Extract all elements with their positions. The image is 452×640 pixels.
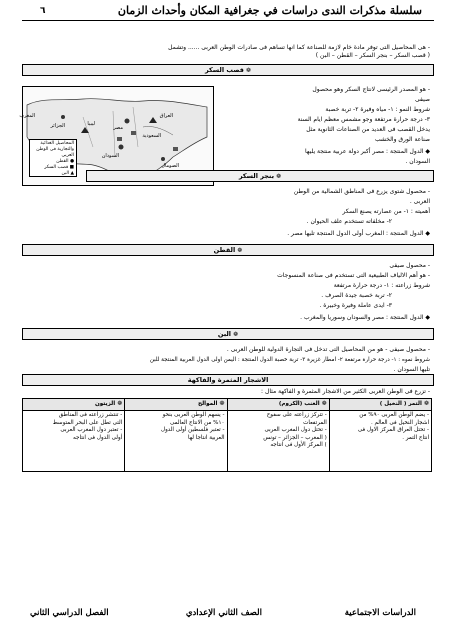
sugarbeet-line: العربى . — [409, 198, 430, 205]
sugarcane-line: صيفى — [415, 96, 430, 103]
header-rule — [22, 20, 434, 21]
sugarcane-line: ◆ الدول المنتجة : مصر أكبر دولة عربية منتجة يليها — [305, 148, 430, 155]
flower-icon: ❁ — [235, 247, 243, 254]
sugarbeet-line: ٢- مخلفاته تستخدم علف الحيوان . — [306, 218, 392, 225]
section-sugarbeet-heading: ❁ بنجر السكر — [86, 170, 434, 182]
page-number: ٦ — [40, 6, 46, 16]
map-label: المغرب — [19, 113, 35, 119]
legend-item: ■ قصب السكر — [44, 165, 74, 170]
table-row — [23, 411, 432, 472]
header-title: سلسلة مذكرات الندى دراسات في جغرافية المكان وأحداث الزمان — [117, 4, 422, 17]
section-fruits-heading: الاشجار المثمرة والفاكهة — [22, 374, 434, 386]
cotton-line: شروط زراعته : ١- درجة حرارة مرتفعة — [333, 282, 430, 289]
sugarcane-line: - هو المصدر الرئيسى لانتاج السكر وهو محصول — [312, 86, 430, 93]
table-header-cell: ❁ الزيتون — [23, 399, 125, 411]
sugarcane-line: شروط النمو : ١- مياه وفيرة ٢- تربة خصبة — [325, 106, 430, 113]
map-label: السعودية — [142, 133, 161, 139]
map-label: الجزائر — [50, 123, 65, 129]
section-cotton-heading: ❁ القطن — [22, 244, 434, 256]
map-label: العراق — [159, 113, 173, 119]
sugarcane-line: يدخل القصب فى العديد من الصناعات الثانوية مثل — [306, 126, 430, 133]
intro-line-1: - هى المحاصيل التى توفر مادة خام لازمة للصناعة كما انها تساهم فى صادرات الوطن العربى ...... وتشمل — [168, 44, 430, 51]
legend-item: ▲ البن — [61, 171, 74, 176]
fruits-table — [22, 398, 432, 472]
table-cell: - تنتشر زراعته فى المناطق التى تطل على البحر المتوسط - تعتبر دول المغرب العربى أولى الدول فى انتاجه — [23, 411, 125, 472]
table-header-cell: ❁ التمر ( النخيل ) — [329, 399, 431, 411]
sugarbeet-line: ◆ الدول المنتجة : المغرب أولى الدول المنتجة تليها مصر . — [287, 230, 430, 237]
flower-icon: ❁ — [231, 331, 239, 338]
coffee-line: - محصول صيفى - هو من المحاصيل التى تدخل فى التجارة الدولية للوطن العربى . — [226, 346, 430, 353]
map-label: مصر — [113, 125, 123, 131]
table-cell: - يضم الوطن العربى ٩٠% من اشجار النخيل فى العالم . - تحتل العراق المركز الاول فى انتاج التمر . — [329, 411, 431, 472]
footer-term: الفصل الدراسي الثاني — [30, 608, 109, 618]
map-legend-title: المحاصيل الغذائية والتجارية فى الوطن العربى — [36, 141, 74, 158]
coffee-line: تليها السودان . — [393, 366, 430, 373]
cotton-line: ٣- ايدى عاملة وفيرة وخبيرة . — [319, 302, 392, 309]
sugarcane-line: ٣- درجة حرارة مرتفعة وجو مشمس معظم ايام السنة — [297, 116, 430, 123]
sugarbeet-line: - محصول شتوى يزرع فى المناطق الشمالية من الوطن — [293, 188, 430, 195]
flower-icon: ❁ — [243, 67, 252, 74]
flower-icon: ❁ — [274, 173, 282, 180]
coffee-line: شروط نموه : ١- درجة حرارة مرتفعة ٢- امطار غزيرة ٣- تربة خصبة الدول المنتجة : اليمن اولى الدول العربية المنتجة للبن — [149, 357, 430, 363]
footer-subject: الدراسات الاجتماعية — [344, 608, 416, 618]
section-sugarcane-heading: ❁ قصب السكر — [22, 64, 434, 76]
table-header-cell: ❁ العنب (الكروم) — [227, 399, 329, 411]
intro-line-2: ( قصب السكر – بنجر السكر – القطن – البن ) — [315, 52, 430, 59]
table-cell: - يسهم الوطن العربى بنحو ١٠% من الانتاج العالمى - تعتبر فلسطين أولى الدول العربية انتاجا لها — [125, 411, 227, 472]
table-header-row — [23, 399, 432, 411]
cotton-line: - محصول صيفى — [389, 262, 430, 269]
map-legend — [29, 139, 77, 177]
footer-grade: الصف الثاني الإعدادي — [185, 608, 262, 618]
map-label: ليبيا — [87, 121, 95, 127]
cotton-line: ٢- تربة خصبة جيدة الصرف . — [321, 292, 392, 299]
section-coffee-heading: ❁ البن — [22, 328, 434, 340]
sugarbeet-line: أهميته : ١- من عصارته يصنع السكر — [342, 208, 430, 215]
map-label: السودان — [101, 153, 119, 159]
table-cell: - تتركز زراعته على سفوح المرتفعات - تحتل دول المغرب العربى ( المغرب – الجزائر – تونس ) المركز الأول فى انتاجه — [227, 411, 329, 472]
fruits-intro: - تزرع فى الوطن العربى الكثير من الاشجار المثمرة و الفاكهة مثال : — [261, 388, 430, 395]
cotton-line: ◆ الدول المنتجة : مصر والسودان وسوريا والمغرب . — [300, 314, 430, 321]
table-header-cell: ❁ الموالح — [125, 399, 227, 411]
legend-item: ● القطن — [56, 159, 74, 164]
sugarcane-line: السودان . — [405, 158, 430, 165]
map-label: الصومال — [161, 163, 179, 169]
cotton-line: - هو أهم الالياف الطبيعية التى تستخدم فى صناعة المنسوجات — [277, 272, 430, 279]
sugarcane-line: صناعة الورق والخشب — [374, 136, 430, 143]
